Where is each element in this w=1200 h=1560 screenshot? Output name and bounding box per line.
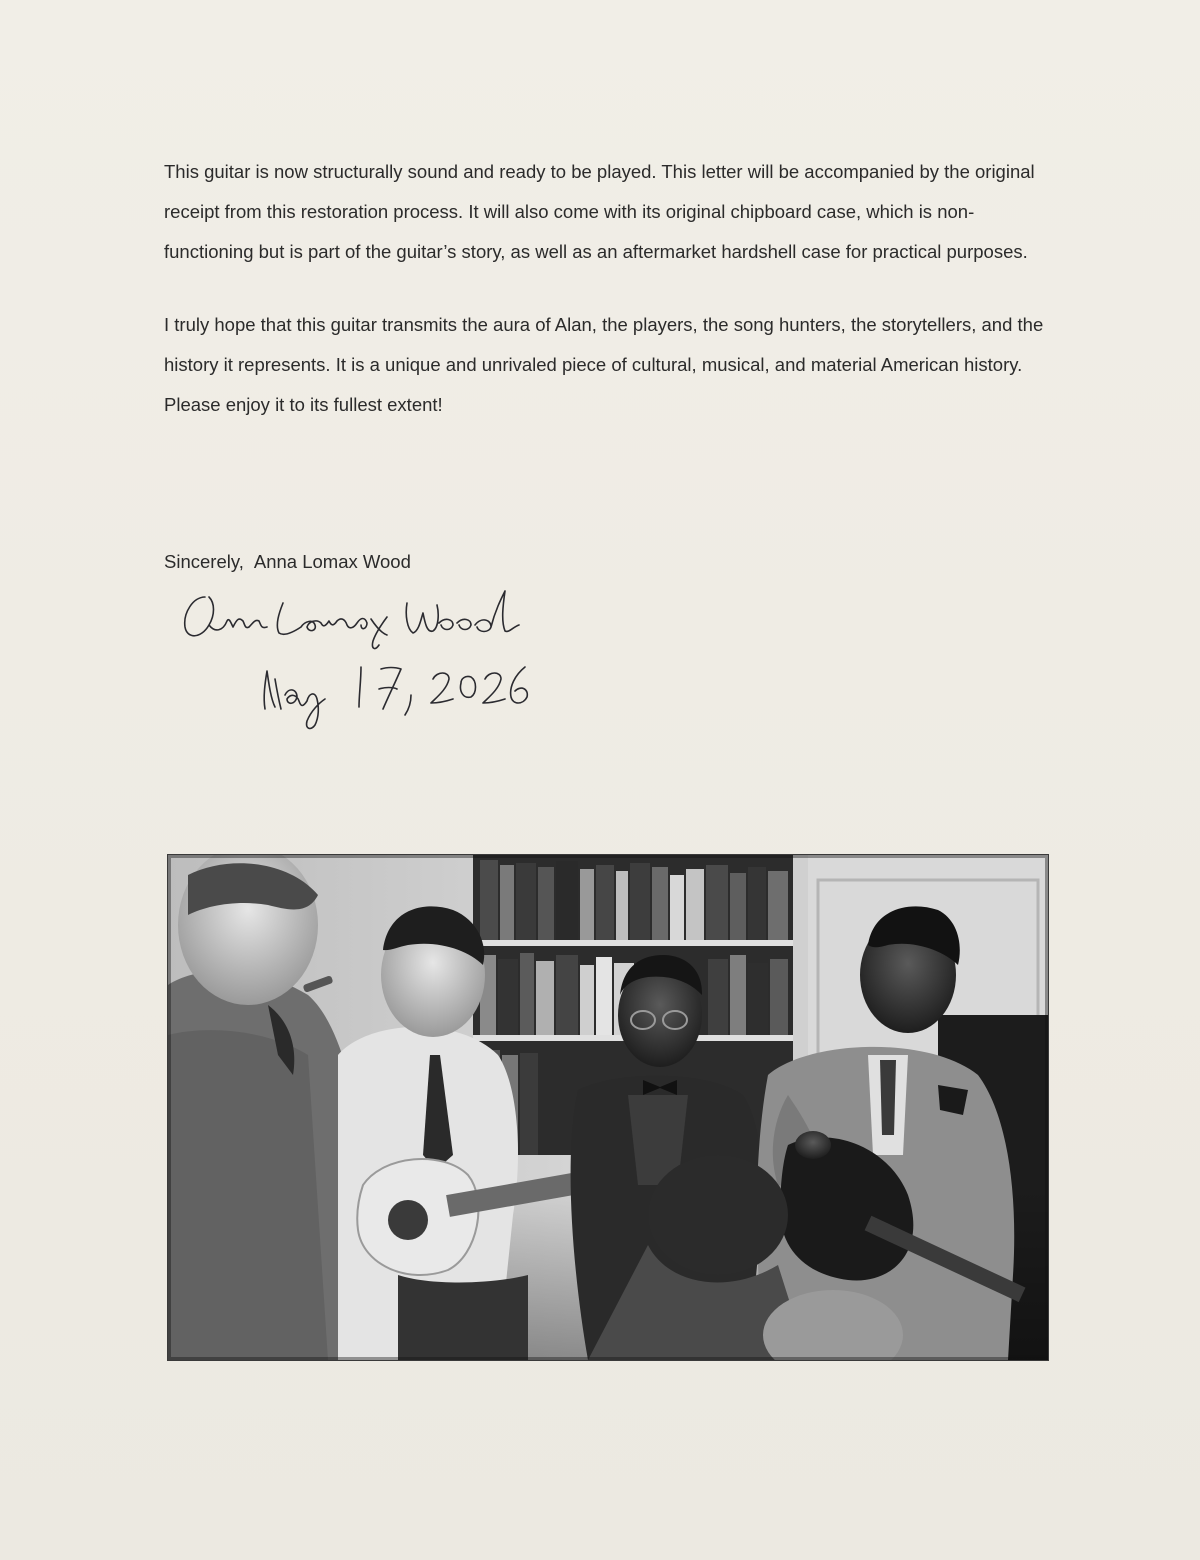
letter-paragraph-1: This guitar is now structurally sound and ready to be played. This letter will be accompanied by the original receipt from this restoration process. It will also come with its original chipboard case, which is non-functioning but is part of the guitar’s story, as well as an aftermarket hardshell case for practical purposes. — [164, 161, 1035, 262]
letter-body — [164, 152, 1044, 458]
signer-name: Anna Lomax Wood — [253, 551, 411, 572]
letter-paragraph-2: I truly hope that this guitar transmits the aura of Alan, the players, the song hunters, the storytellers, and the history it represents. It is a unique and unrivaled piece of cultural, musical, and material American history. Please enjoy it to its fullest extent! — [164, 314, 1044, 415]
handwritten-signature — [175, 575, 595, 750]
closing-line — [164, 545, 411, 579]
historical-photo — [168, 855, 1048, 1360]
closing-word: Sincerely, — [164, 551, 244, 572]
